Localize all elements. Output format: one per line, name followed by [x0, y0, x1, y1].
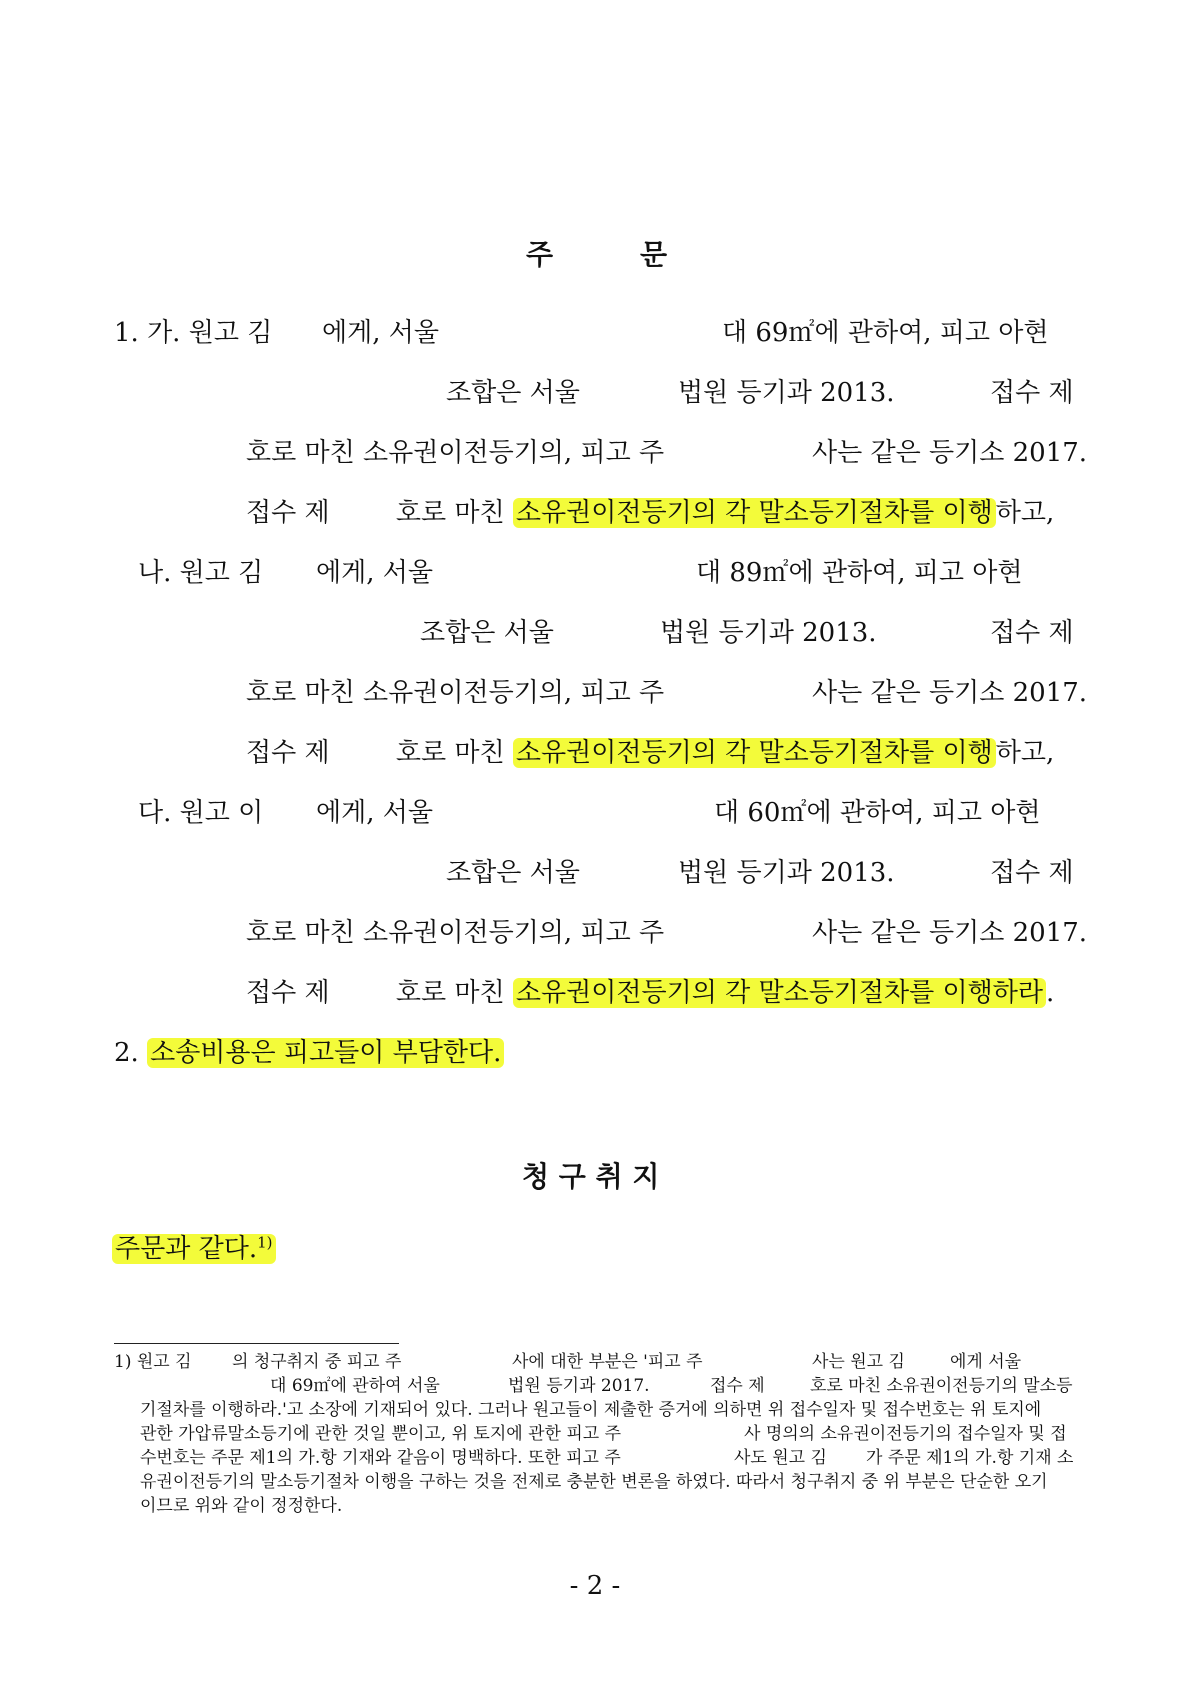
order-c-line4	[246, 976, 1054, 1010]
order-a-line2-c: 접수 제	[990, 378, 1074, 408]
order-c-line2-b: 법원 등기과 2013.	[678, 858, 895, 888]
order-c-line1-right: 대 60㎡에 관하여, 피고 아현	[714, 798, 1041, 828]
order-costs	[114, 1036, 504, 1070]
order-c-line4-b: 호로 마친	[395, 978, 505, 1008]
order-a-line1-mid: 에게, 서울	[322, 318, 439, 348]
order-a-line4-a: 접수 제	[246, 498, 330, 528]
fn-line5-b: 사도 원고 김	[734, 1448, 827, 1468]
order-a-line4	[246, 496, 1054, 530]
order-b-line3-a: 호로 마친 소유권이전등기의, 피고 주	[246, 678, 665, 708]
fn-line5-c: 가 주문 제1의 가.항 기재 소	[866, 1448, 1074, 1468]
order-b-line4-a: 접수 제	[246, 738, 330, 768]
order-a-line4-b: 호로 마친	[395, 498, 505, 528]
title-left-char: 주	[526, 238, 554, 271]
claim-highlight	[112, 1234, 276, 1264]
order-b-line4-end: 하고,	[995, 738, 1055, 768]
order-c-line4-end: .	[1046, 978, 1055, 1008]
order-c-line1-prefix: 다. 원고 이	[138, 798, 264, 828]
order-c-line3-b: 사는 같은 등기소 2017.	[812, 918, 1088, 948]
order-b-line4	[246, 736, 1054, 770]
order-c-line4-a: 접수 제	[246, 978, 330, 1008]
fn-line3: 기절차를 이행하라.'고 소장에 기재되어 있다. 그러나 원고들이 제출한 증거에 의하면 위 접수일자 및 접수번호는 위 토지에	[140, 1400, 1042, 1420]
claim-text	[112, 1225, 276, 1266]
order-b-highlight: 소유권이전등기의 각 말소등기절차를 이행	[513, 738, 996, 768]
claim-text-body: 주문과 같다.	[115, 1233, 258, 1264]
order-c-line2-c: 접수 제	[990, 858, 1074, 888]
fn-line6: 유권이전등기의 말소등기절차 이행을 구하는 것을 전제로 충분한 변론을 하였다. 따라서 청구취지 중 위 부분은 단순한 오기	[140, 1472, 1048, 1492]
order-a-line3-b: 사는 같은 등기소 2017.	[812, 438, 1088, 468]
fn-line4-a: 관한 가압류말소등기에 관한 것일 뿐이고, 위 토지에 관한 피고 주	[140, 1424, 622, 1444]
order-b-line4-b: 호로 마친	[395, 738, 505, 768]
page-number: - 2 -	[569, 1571, 621, 1601]
fn-line2-d: 호로 마친 소유권이전등기의 말소등	[810, 1376, 1073, 1396]
order-b-line1-right: 대 89㎡에 관하여, 피고 아현	[696, 558, 1023, 588]
fn-line1-c: 사에 대한 부분은 '피고 주	[512, 1352, 703, 1372]
order-b-line1-prefix: 나. 원고 김	[138, 558, 264, 588]
order-a-line3-a: 호로 마친 소유권이전등기의, 피고 주	[246, 438, 665, 468]
fn-line2-b: 법원 등기과 2017.	[508, 1376, 650, 1396]
order-c-line2-a: 조합은 서울	[446, 858, 580, 888]
order-b-line2-a: 조합은 서울	[420, 618, 554, 648]
order-a-line2-a: 조합은 서울	[446, 378, 580, 408]
fn-line7: 이므로 위와 같이 정정한다.	[140, 1496, 343, 1516]
order-b-line3-b: 사는 같은 등기소 2017.	[812, 678, 1088, 708]
order-c-highlight: 소유권이전등기의 각 말소등기절차를 이행하라	[513, 978, 1046, 1008]
fn-line1-b: 의 청구취지 중 피고 주	[232, 1352, 402, 1372]
fn-line5-a: 수번호는 주문 제1의 가.항 기재와 같음이 명백하다. 또한 피고 주	[140, 1448, 621, 1468]
footnote-ref[interactable]: 1)	[257, 1233, 273, 1251]
order-c-line1-mid: 에게, 서울	[316, 798, 433, 828]
fn-line1-a: 1) 원고 김	[114, 1352, 192, 1372]
order-b-line2-b: 법원 등기과 2013.	[660, 618, 877, 648]
fn-line1-d: 사는 원고 김	[812, 1352, 905, 1372]
order-a-line1-right: 대 69㎡에 관하여, 피고 아현	[722, 318, 1049, 348]
order-a-line1-prefix: 1. 가. 원고 김	[114, 318, 273, 348]
order-a-line2-b: 법원 등기과 2013.	[678, 378, 895, 408]
fn-line2-c: 접수 제	[710, 1376, 765, 1396]
order-b-line1-mid: 에게, 서울	[316, 558, 433, 588]
fn-line4-b: 사 명의의 소유권이전등기의 접수일자 및 접	[744, 1424, 1067, 1444]
fn-line2-a: 대 69㎡에 관하여 서울	[270, 1376, 440, 1396]
order-b-line2-c: 접수 제	[990, 618, 1074, 648]
order-a-highlight: 소유권이전등기의 각 말소등기절차를 이행	[513, 498, 996, 528]
title-right-char: 문	[640, 238, 668, 271]
footnote-divider	[114, 1343, 399, 1344]
order-costs-highlight: 소송비용은 피고들이 부담한다.	[147, 1038, 504, 1068]
fn-line1-e: 에게 서울	[950, 1352, 1022, 1372]
order-c-line3-a: 호로 마친 소유권이전등기의, 피고 주	[246, 918, 665, 948]
claim-title: 청 구 취 지	[522, 1160, 660, 1193]
order-a-line4-end: 하고,	[995, 498, 1055, 528]
order-costs-number: 2.	[114, 1038, 139, 1068]
